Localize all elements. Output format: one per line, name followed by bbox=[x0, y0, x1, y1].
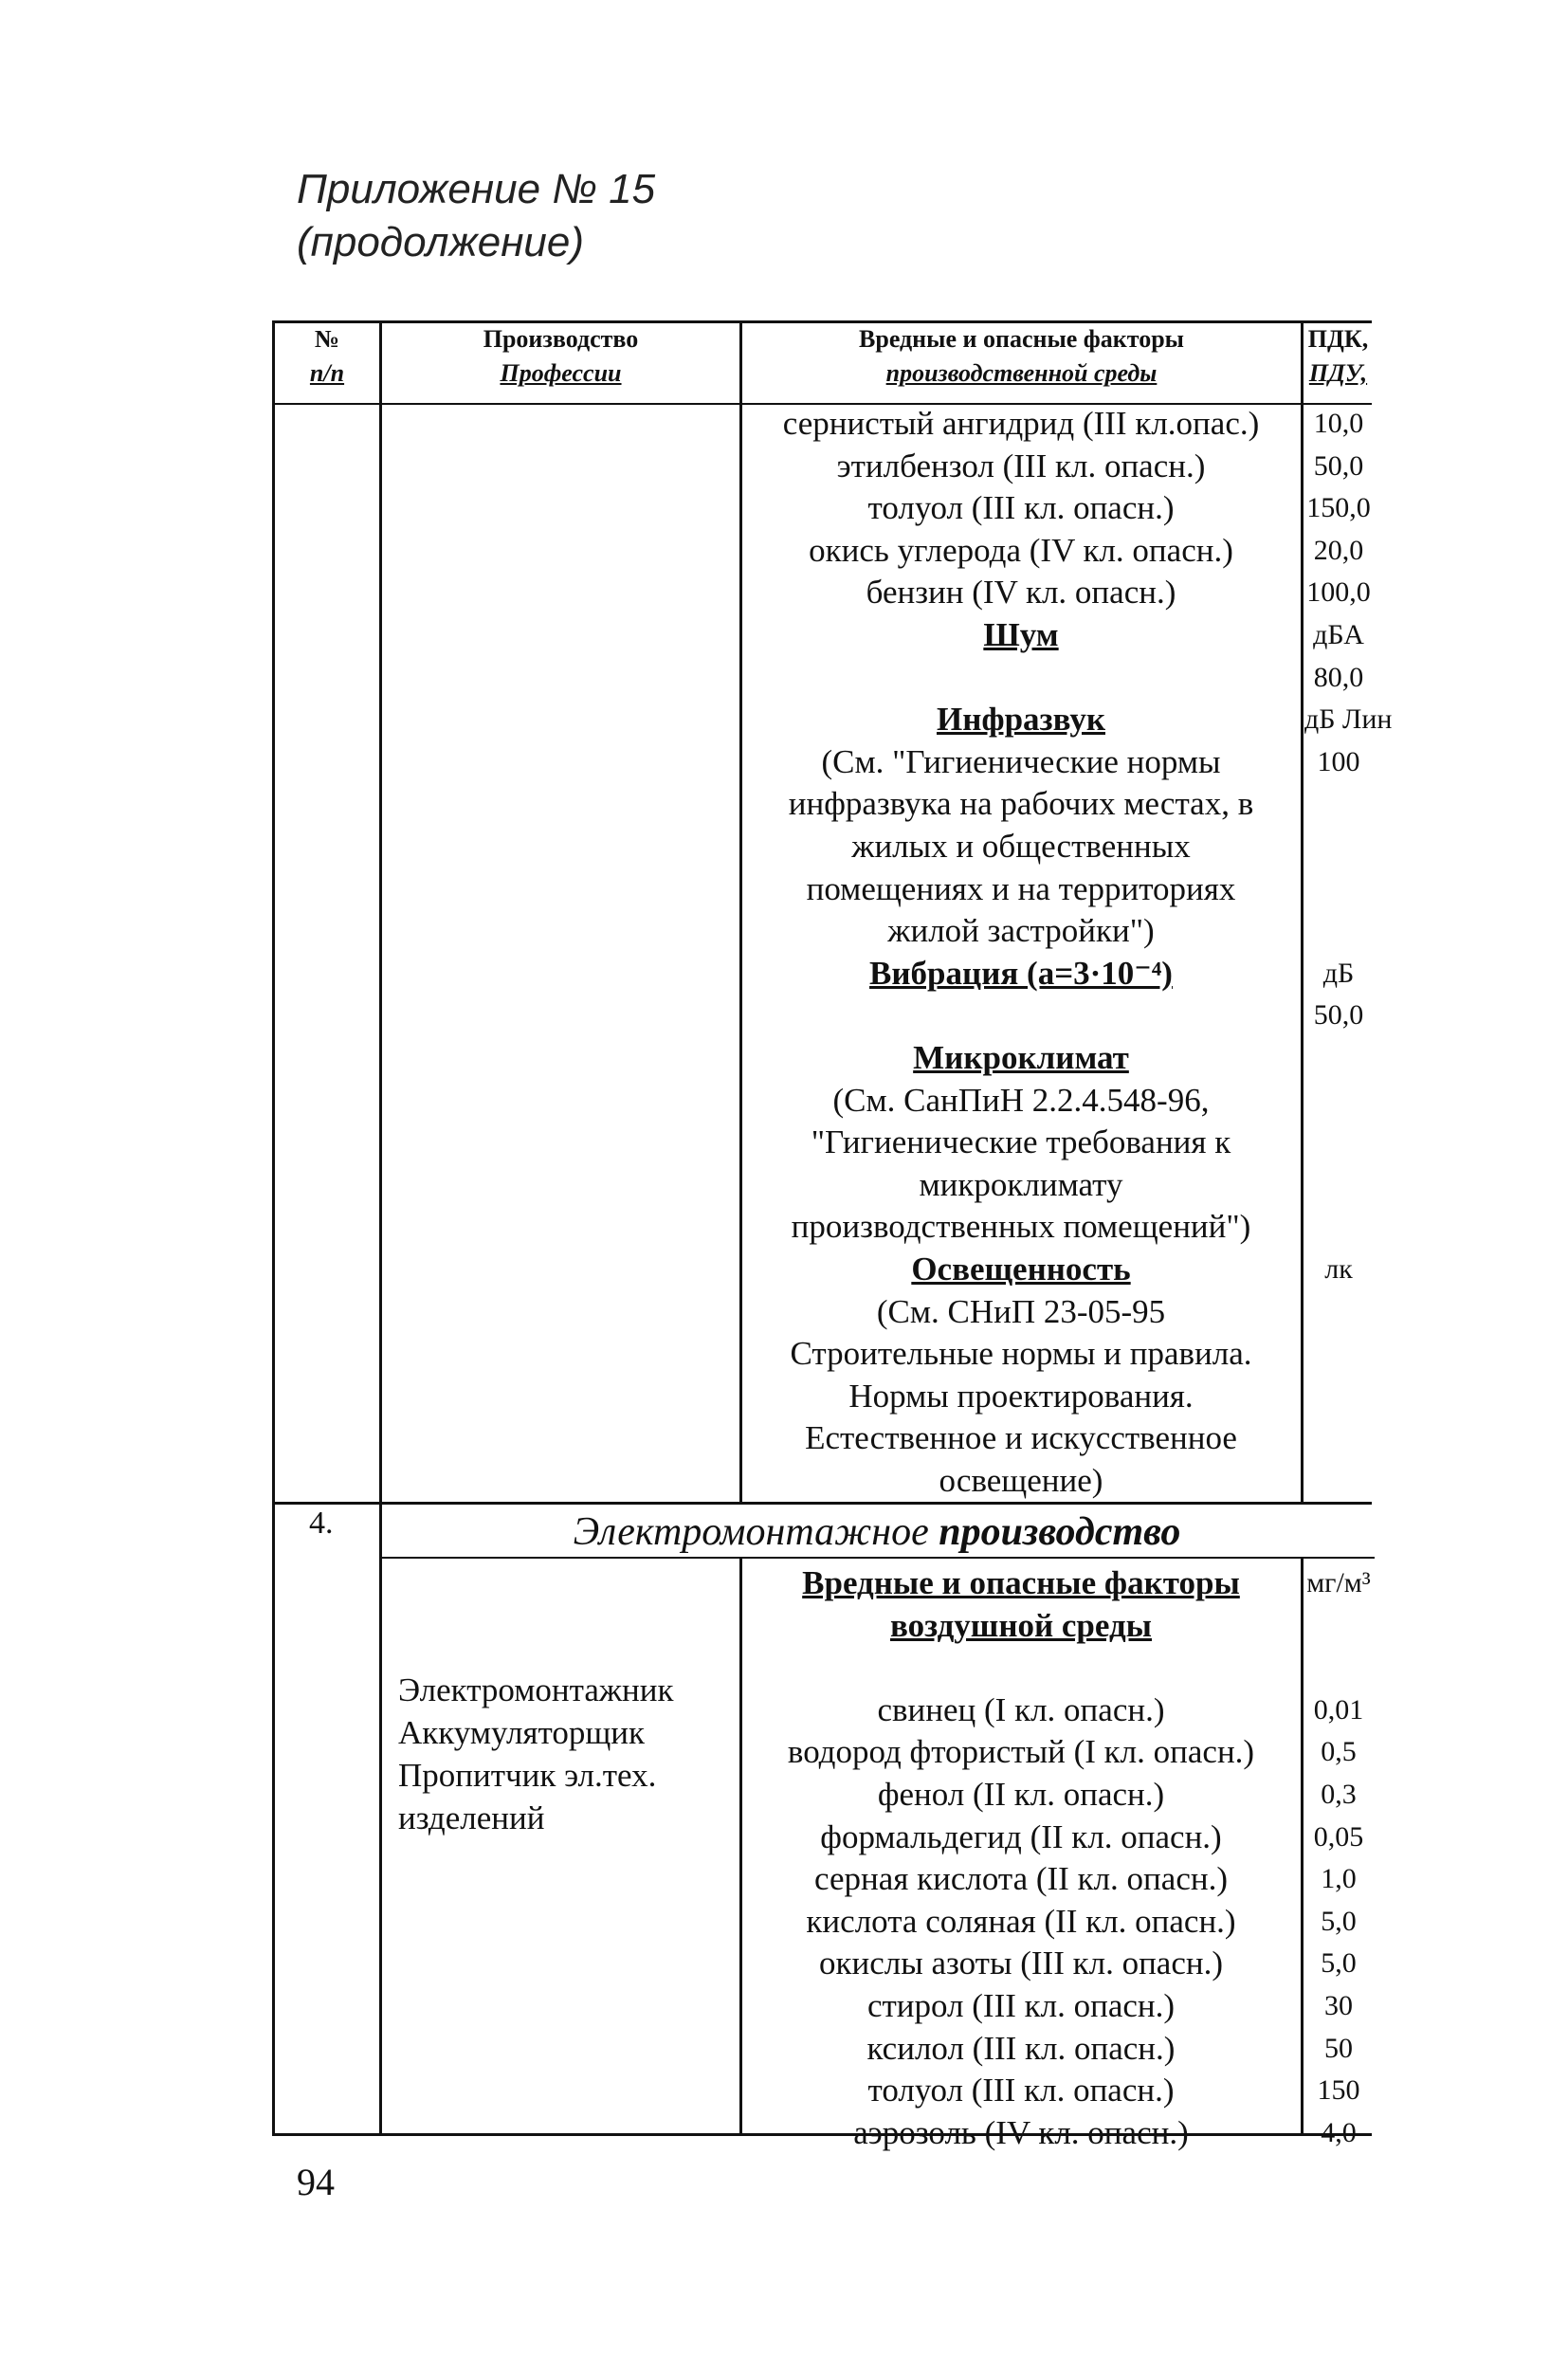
pdk-value: 0,01 bbox=[1313, 1693, 1364, 1726]
pdk-value: дБ Лин bbox=[1304, 703, 1393, 736]
col-border-factor-lower bbox=[1301, 1557, 1304, 2136]
factor-line: Строительные нормы и правила. bbox=[790, 1335, 1252, 1373]
pdk-value: 20,0 bbox=[1313, 534, 1364, 566]
factor-line: помещениях и на территориях bbox=[806, 869, 1236, 907]
pdk-value: 10,0 bbox=[1313, 408, 1364, 439]
factor-line: производственных помещений") bbox=[791, 1208, 1251, 1246]
factor-line: окислы азоты (III кл. опасн.) bbox=[818, 1945, 1224, 1982]
factor-line: толуол (III кл. опасн.) bbox=[867, 489, 1175, 527]
page-number: 94 bbox=[297, 2161, 335, 2203]
header-num bbox=[275, 322, 379, 391]
factor-line: формальдегид (II кл. опасн.) bbox=[820, 1817, 1222, 1855]
factor-line: водород фтористый (I кл. опасн.) bbox=[787, 1733, 1255, 1771]
pdk-value: 0,5 bbox=[1321, 1736, 1357, 1768]
factor-line: бензин (IV кл. опасн.) bbox=[866, 574, 1176, 612]
pdk-value: лк bbox=[1324, 1253, 1353, 1285]
factor-line: сернистый ангидрид (III кл.опас.) bbox=[782, 405, 1260, 442]
factor-line: освещение) bbox=[939, 1462, 1103, 1499]
factor-line: Нормы проектирования. bbox=[848, 1377, 1194, 1415]
pdk-value: 4,0 bbox=[1321, 2116, 1357, 2148]
pdk-value: 50,0 bbox=[1313, 999, 1364, 1032]
appendix-subtitle: (продолжение) bbox=[297, 219, 584, 265]
col-border-left bbox=[272, 320, 275, 2136]
section-number: 4. bbox=[309, 1506, 334, 1541]
header-production-line2: Профессии bbox=[500, 359, 622, 387]
col-border-num bbox=[379, 320, 382, 2136]
factor-line: Естественное и искусственное bbox=[805, 1419, 1237, 1457]
pdk-value: 80,0 bbox=[1313, 661, 1364, 693]
pdk-value: 100,0 bbox=[1306, 576, 1371, 609]
header-factors-line1: Вредные и опасные факторы bbox=[859, 325, 1184, 353]
factor-line: Освещенность bbox=[911, 1251, 1131, 1287]
pdk-value: 30 bbox=[1324, 1990, 1353, 2021]
factor-line: Вредные и опасные факторы bbox=[802, 1564, 1240, 1601]
factor-line: Инфразвук bbox=[936, 701, 1105, 739]
header-production bbox=[382, 322, 739, 391]
factor-line: Микроклимат bbox=[913, 1039, 1129, 1076]
appendix-title: Приложение № 15 bbox=[297, 166, 656, 212]
factor-line: "Гигиенические требования к bbox=[811, 1123, 1231, 1161]
header-pdk-line1: ПДК, bbox=[1307, 325, 1369, 353]
header-num-line2: п/п bbox=[309, 359, 345, 387]
factor-line: стирол (III кл. опасн.) bbox=[866, 1987, 1176, 2024]
col-border-factor-upper bbox=[1301, 320, 1304, 1504]
factor-line: серная кислота (II кл. опасн.) bbox=[813, 1860, 1228, 1898]
pdk-value: 5,0 bbox=[1321, 1905, 1357, 1937]
factor-line: жилой застройки") bbox=[887, 912, 1155, 950]
factor-line: воздушной среды bbox=[889, 1606, 1153, 1644]
pdk-value: дБ bbox=[1322, 957, 1355, 989]
factor-line: инфразвука на рабочих местах, в bbox=[788, 785, 1254, 823]
pdk-value: 50 bbox=[1324, 2032, 1353, 2064]
pdk-value: 1,0 bbox=[1321, 1863, 1357, 1895]
pdk-value: 150 bbox=[1317, 2074, 1360, 2107]
section-title bbox=[379, 1506, 1375, 1559]
pdk-value: дБА bbox=[1313, 619, 1364, 650]
pdk-value: мг/м³ bbox=[1306, 1567, 1371, 1598]
header-num-line1: № bbox=[314, 325, 340, 353]
factor-line: (См. "Гигиенические нормы bbox=[821, 742, 1221, 780]
factor-line: жилых и общественных bbox=[851, 828, 1191, 865]
header-factors bbox=[742, 322, 1301, 391]
pdk-value: 0,3 bbox=[1321, 1779, 1357, 1810]
factor-line: ксилол (III кл. опасн.) bbox=[866, 2029, 1176, 2067]
pdk-value: 50,0 bbox=[1313, 449, 1364, 482]
section-title-part2: производство bbox=[939, 1510, 1181, 1554]
profession-item: Электромонтажник bbox=[398, 1671, 674, 1708]
factor-line: (См. СанПиН 2.2.4.548-96, bbox=[832, 1081, 1210, 1119]
header-production-line1: Производство bbox=[483, 325, 639, 353]
factor-line: микроклимату bbox=[919, 1165, 1123, 1203]
pdk-value: 150,0 bbox=[1306, 492, 1371, 524]
factor-line: окись углерода (IV кл. опасн.) bbox=[809, 531, 1233, 569]
factor-line: фенол (II кл. опасн.) bbox=[877, 1776, 1165, 1813]
factor-line: свинец (I кл. опасн.) bbox=[877, 1690, 1165, 1728]
profession-item: Пропитчик эл.тех. bbox=[398, 1757, 657, 1794]
section-title-part1: Электромонтажное bbox=[573, 1510, 929, 1554]
factor-line: аэрозоль (IV кл. опасн.) bbox=[853, 2113, 1189, 2151]
header-pdk-line2: ПДУ, bbox=[1308, 359, 1368, 387]
profession-item: Аккумуляторщик bbox=[398, 1714, 646, 1751]
factor-line: Вибрация (а=3·10⁻⁴) bbox=[869, 954, 1173, 992]
pdk-value: 100 bbox=[1317, 745, 1360, 777]
header-pdk bbox=[1304, 322, 1373, 391]
pdk-value: 5,0 bbox=[1321, 1947, 1357, 1980]
pdk-value: 0,05 bbox=[1313, 1820, 1364, 1853]
factor-line: (См. СНиП 23-05-95 bbox=[876, 1292, 1166, 1330]
profession-item: изделений bbox=[398, 1799, 545, 1836]
factor-line: этилбензол (III кл. опасн.) bbox=[836, 447, 1206, 484]
header-factors-line2: производственной среды bbox=[885, 359, 1158, 387]
factor-line: толуол (III кл. опасн.) bbox=[867, 2072, 1175, 2109]
factor-line: Шум bbox=[983, 616, 1059, 653]
factor-line: кислота соляная (II кл. опасн.) bbox=[806, 1902, 1236, 1940]
